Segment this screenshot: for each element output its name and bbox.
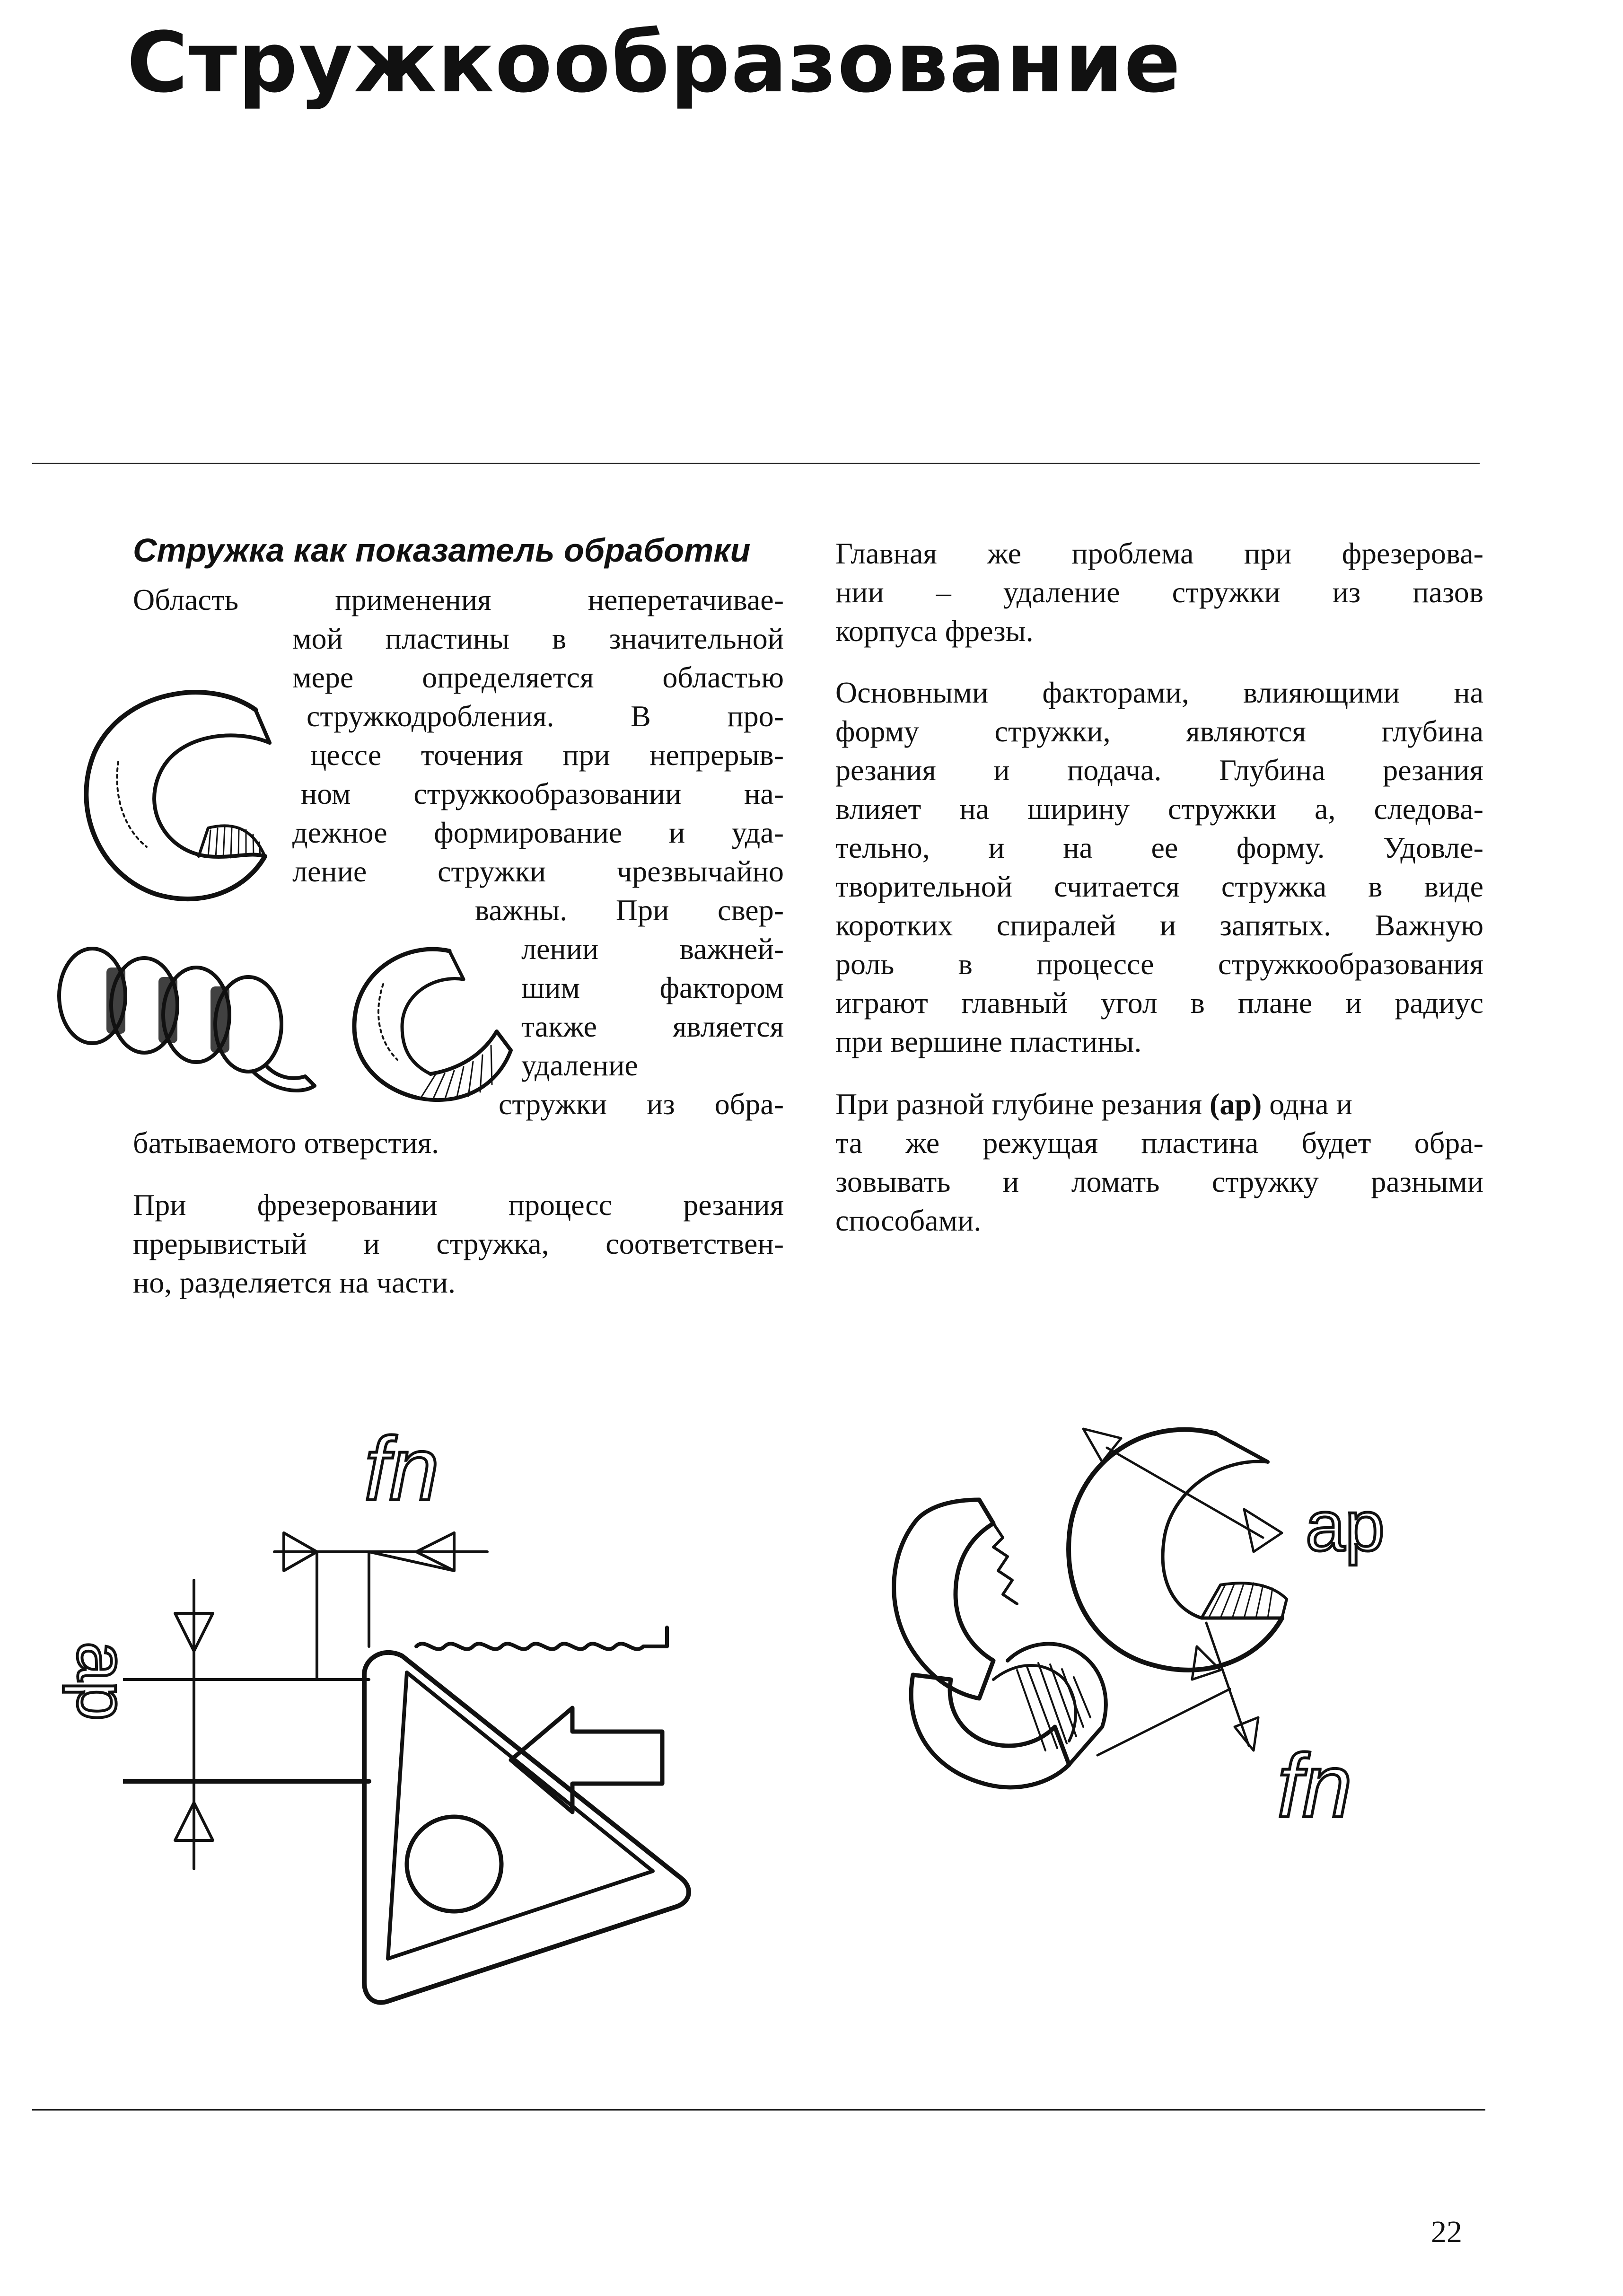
feed-label: fn: [364, 1419, 439, 1519]
milling-line: но, разделяется на части.: [133, 1266, 456, 1299]
intro-line: шим фактором: [521, 971, 784, 1004]
intro-line: цессе точения при непрерыв-: [310, 738, 784, 772]
feed-label-right: fn: [1277, 1736, 1352, 1836]
right-paragraph-2-line: играют главный угол в плане и радиус: [835, 986, 1483, 1020]
top-divider: [32, 463, 1480, 464]
depth-sentence-end: одна и: [1262, 1087, 1352, 1121]
intro-line: стружки из обра-: [499, 1087, 784, 1121]
spiral-chip-illustration: [50, 934, 324, 1114]
right-paragraph-2-line: резания и подача. Глубина резания: [835, 753, 1483, 787]
intro-line: ление стружки чрезвычайно: [292, 854, 784, 888]
right-paragraph-2-line: тельно, и на ее форму. Удовле-: [835, 831, 1483, 864]
right-paragraph-2-line: творительной считается стружка в виде: [835, 870, 1483, 903]
depth-of-cut-label-right: ap: [1306, 1486, 1385, 1566]
right-paragraph-2-line: Основными факторами, влияющими на: [835, 676, 1483, 709]
c-chip-illustration: [66, 672, 298, 923]
comma-chip-illustration: [341, 937, 525, 1117]
depth-sentence-start: При разной глубине резания: [835, 1087, 1210, 1121]
intro-line: мере определяется областью: [292, 660, 784, 694]
milling-line: прерывистый и стружка, соответствен-: [133, 1227, 784, 1260]
intro-line: мой пластины в значительной: [292, 622, 784, 655]
right-paragraph-2-line: коротких спиралей и запятых. Важную: [835, 908, 1483, 942]
right-paragraph-3-line: способами.: [835, 1204, 982, 1237]
right-paragraph-3-line: та же режущая пластина будет обра-: [835, 1126, 1483, 1160]
right-paragraph-3-line: [835, 1089, 1352, 1119]
intro-line: удаление: [521, 1048, 638, 1082]
intro-line: стружкодробления. В про-: [307, 699, 784, 733]
intro-line: важны. При свер-: [475, 893, 784, 927]
milling-line: При фрезеровании процесс резания: [133, 1188, 784, 1222]
right-paragraph-1-line: корпуса фрезы.: [835, 614, 1034, 648]
intro-line: также является: [521, 1010, 784, 1043]
right-paragraph-2-line: роль в процессе стружкообразования: [835, 947, 1483, 981]
right-paragraph-1-line: Главная же проблема при фрезерова-: [835, 537, 1483, 570]
right-paragraph-2-line: форму стружки, являются глубина: [835, 714, 1483, 748]
intro-line: ном стружкообразовании на-: [301, 777, 784, 810]
intro-line: лении важней-: [521, 932, 784, 966]
right-paragraph-3-line: зовывать и ломать стружку разными: [835, 1165, 1483, 1198]
right-paragraph-2-line: при вершине пластины.: [835, 1025, 1142, 1058]
intro-line: батываемого отверстия.: [133, 1126, 439, 1160]
page-title: Стружкообразование: [127, 14, 1182, 111]
intro-line: Область применения неперетачивае-: [133, 583, 784, 616]
page-number: 22: [1431, 2215, 1462, 2249]
section-heading: Стружка как показатель обработки: [133, 532, 751, 569]
intro-line: дежное формирование и уда-: [292, 816, 784, 849]
right-paragraph-1-line: нии – удаление стружки из пазов: [835, 575, 1483, 609]
depth-symbol: (ap): [1210, 1087, 1262, 1121]
depth-of-cut-label: ap: [63, 1642, 142, 1721]
right-paragraph-2-line: влияет на ширину стружки а, следова-: [835, 792, 1483, 826]
bottom-divider: [32, 2109, 1485, 2111]
